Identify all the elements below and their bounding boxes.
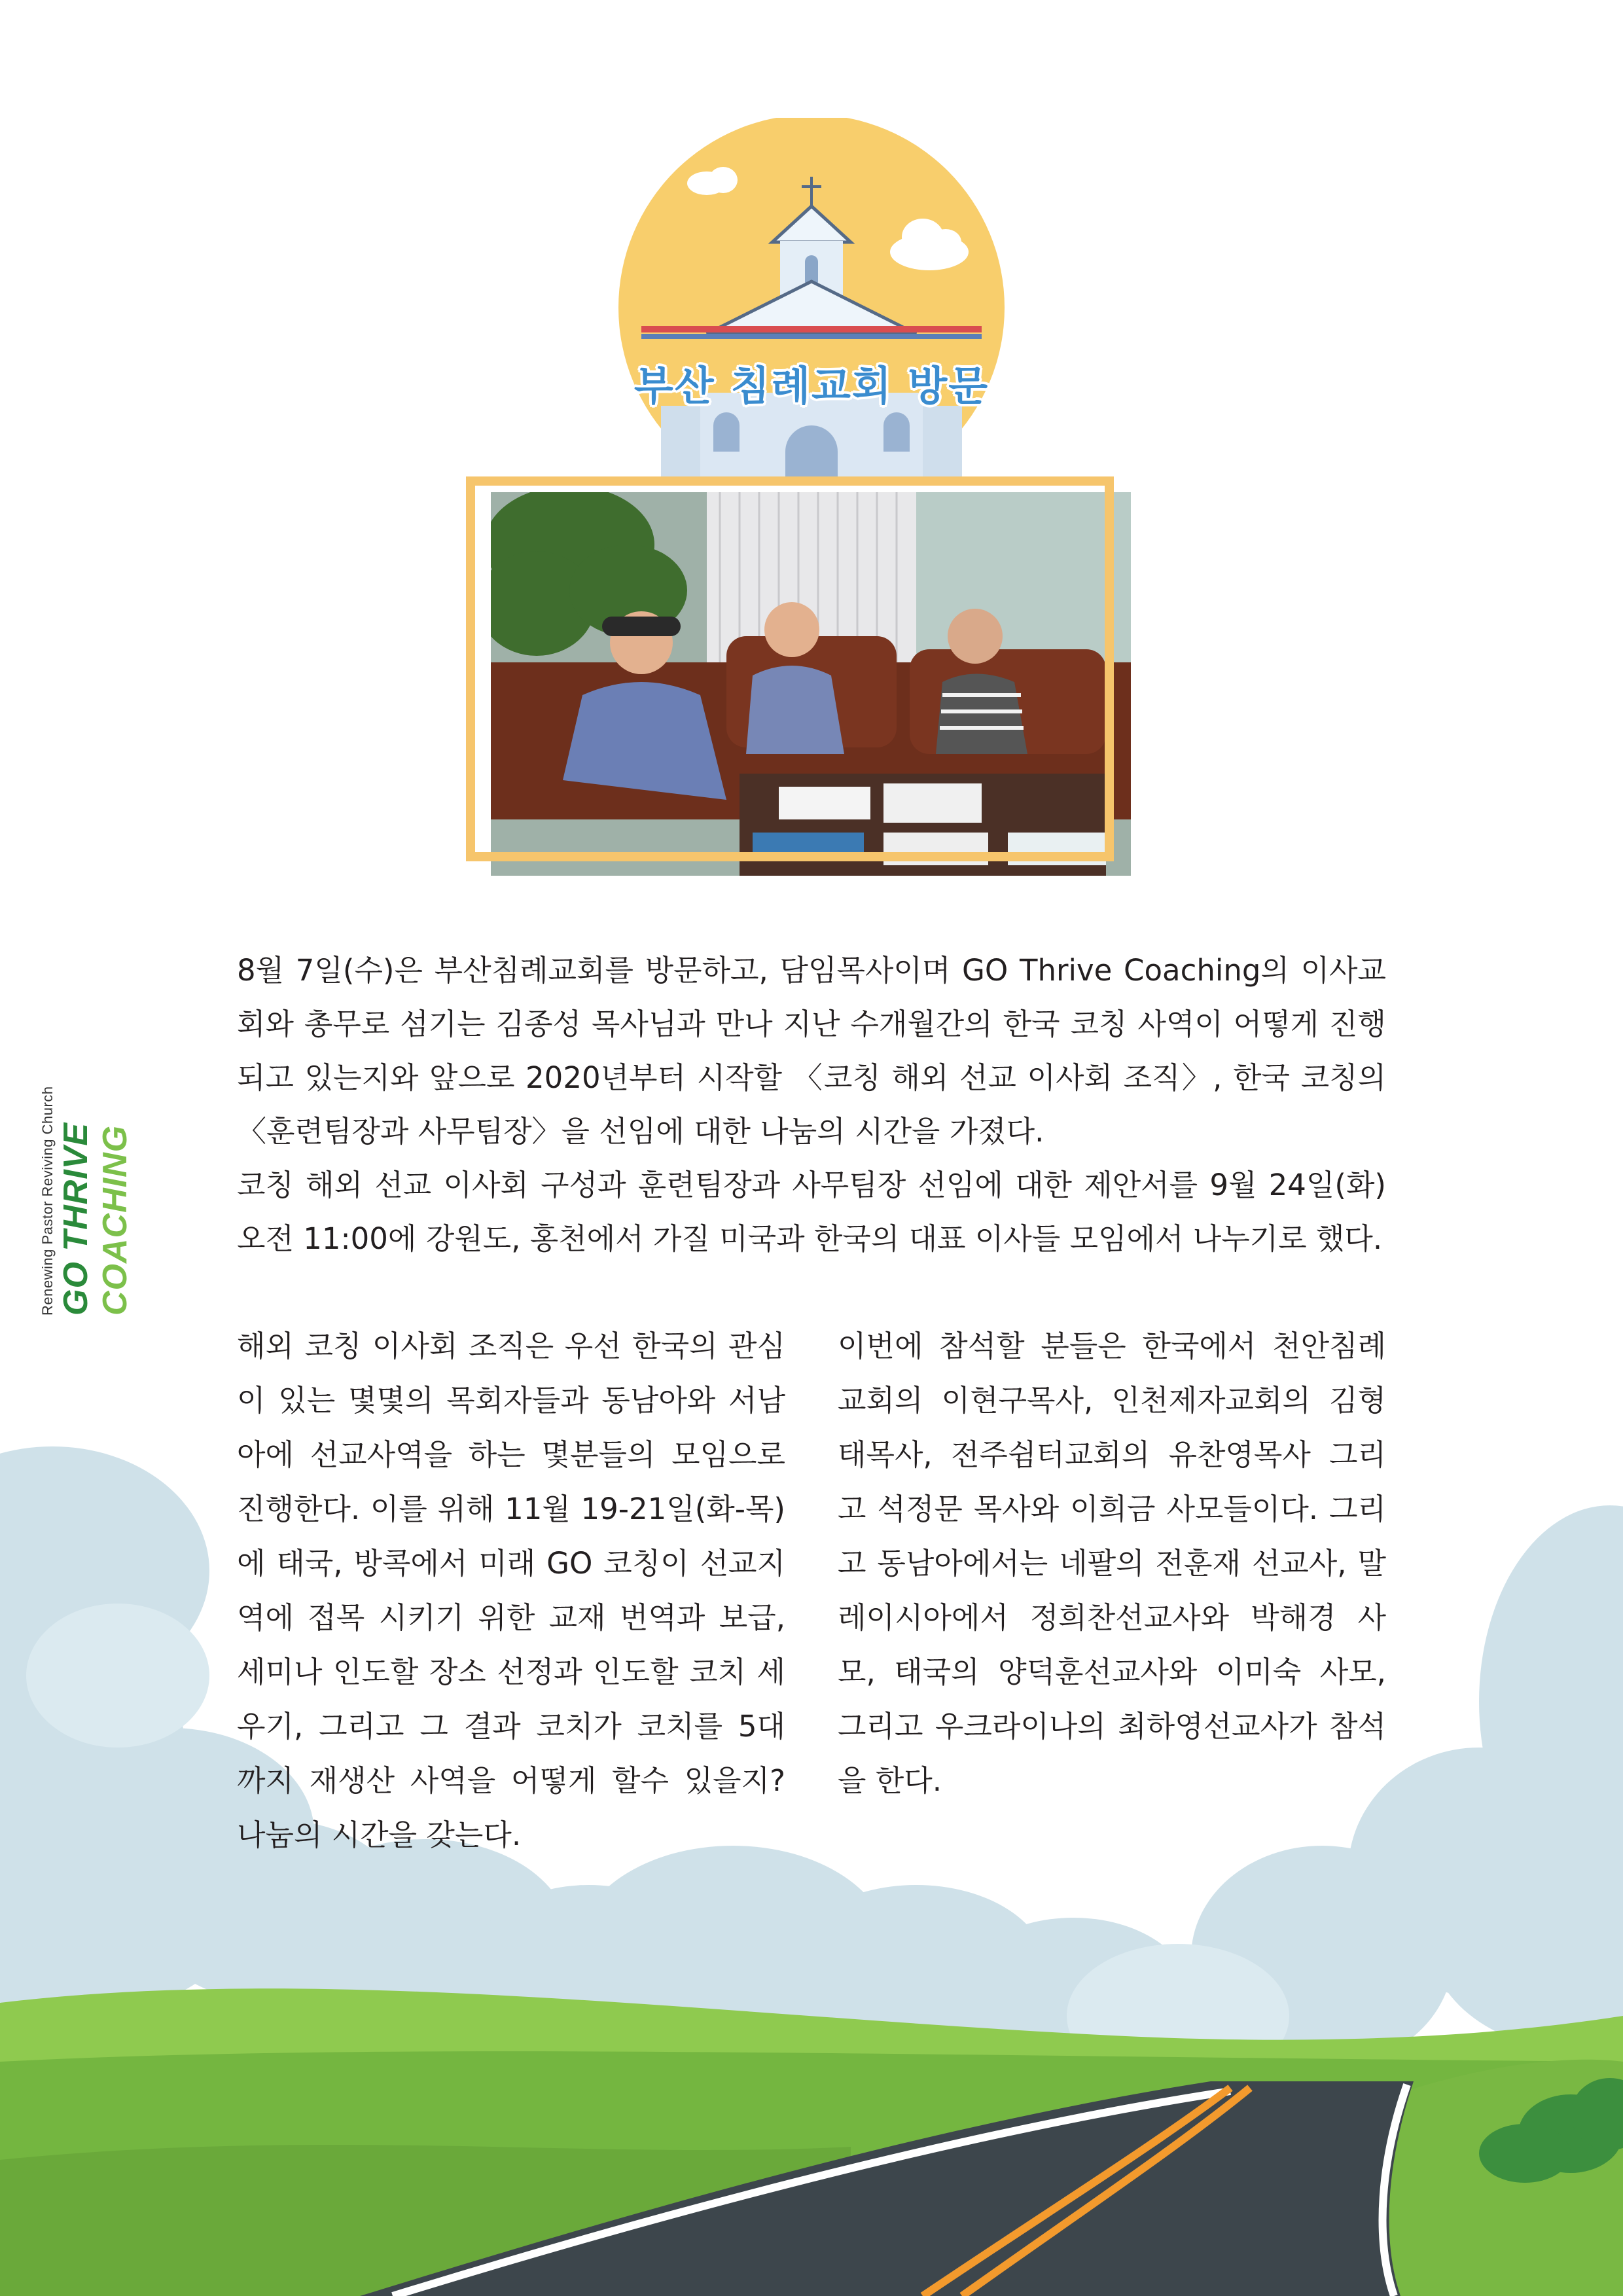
right-column-text: 이번에 참석할 분들은 한국에서 천안침례교회의 이현구목사, 인천제자교회의 김형태목사, 전주쉼터교회의 유찬영목사 그리고 석정문 목사와 이희금 사모들이다. 그리고 동남아에서는 네팔의 전훈재 선교사, 말레이시아에서 정희찬선교사와 박해경 사모, 태국의 양덕훈선교사와 이미숙 사모, 그리고 우크라이나의 최하영선교사가 참석을 한다. (838, 1329, 1386, 1798)
photo-frame (466, 476, 1114, 861)
brand-tagline: Renewing Pastor Reviving Church (39, 1086, 56, 1316)
intro-paragraph-2: 코칭 해외 선교 이사회 구성과 훈련팀장과 사무팀장 선임에 대한 제안서를 9월 24일(화) 오전 11:00에 강원도, 홍천에서 가질 미국과 한국의 대표 이사들 모임에서 나누기로 했다. (237, 1168, 1386, 1256)
intro-paragraph-1: 8월 7일(수)은 부산침례교회를 방문하고, 담임목사이며 GO Thrive Coaching의 이사교회와 총무로 섬기는 김종성 목사님과 만나 지난 수개월간의 한국 코칭 사역이 어떻게 진행되고 있는지와 앞으로 2020년부터 시작할 〈코칭 해외 선교 이사회 조직〉, 한국 코칭의 〈훈련팀장과 사무팀장〉을 선임에 대한 나눔의 시간을 가졌다. (237, 953, 1386, 1149)
page-title: 부산 침례교회 방문 (633, 362, 990, 410)
brand-logo (39, 923, 134, 1316)
brand-wordmark (56, 923, 135, 1316)
brand-go-thrive: GO THRIVE (57, 1122, 95, 1316)
church-badge-icon (615, 118, 1008, 484)
left-column-text: 해외 코칭 이사회 조직은 우선 한국의 관심이 있는 몇몇의 목회자들과 동남아와 서남아에 선교사역을 하는 몇분들의 모임으로 진행한다. 이를 위해 11월 19-21일(화-목)에 태국, 방콕에서 미래 GO 코칭이 선교지역에 접목 시키기 위한 교재 번역과 보급, 세미나 인도할 장소 선정과 인도할 코치 세우기, 그리고 그 결과 코치가 코치를 5대 까지 재생산 사역을 어떻게 할수 있을지? 나눔의 시간을 갖는다. (237, 1329, 785, 1852)
intro-text (237, 944, 1386, 1266)
brand-coaching: COACHING (96, 1124, 134, 1316)
